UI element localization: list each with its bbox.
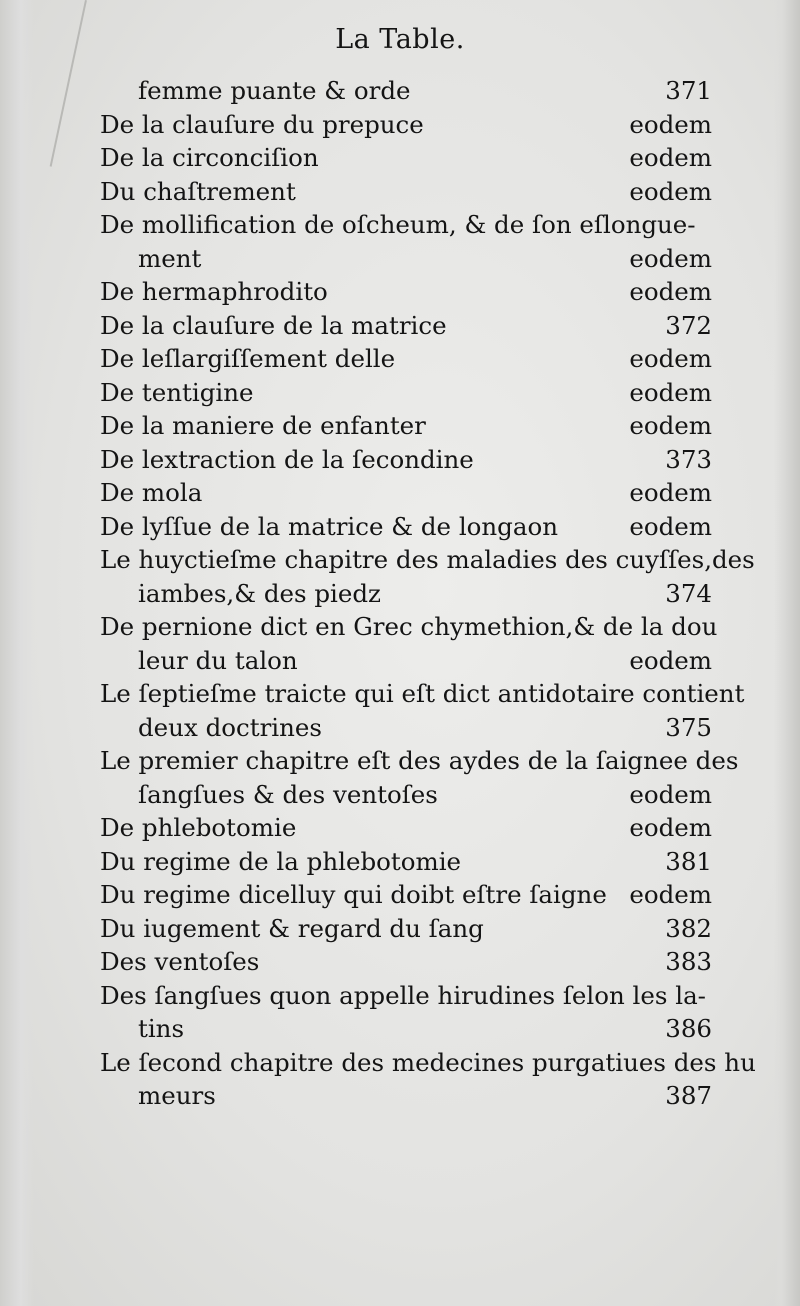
toc-entry-title: De la maniere de enfanter [100,411,426,440]
toc-entry [100,208,712,242]
toc-entry [100,577,712,611]
toc-entry-page: eodem [629,813,712,842]
toc-entry [100,175,712,209]
toc-entry-page: 382 [665,913,712,943]
toc-entry-title: Des ventoſes [100,947,260,976]
toc-entry [100,878,712,912]
toc-entry [100,1079,712,1113]
toc-entry-title: Le premier chapitre eſt des aydes de la ſaignee des [100,746,739,775]
toc-entry-page: eodem [629,109,712,139]
toc-entry-title: Le ſeptieſme traicte qui eſt dict antidotaire contient [100,679,745,708]
toc-entry [100,778,712,812]
toc-entry-title: De lyſſue de la matrice & de longaon [100,511,558,541]
toc-entry-page: eodem [629,645,712,675]
toc-entry-title: Le huyctieſme chapitre des maladies des cuyſſes,des [100,545,755,574]
toc-entry [100,108,712,142]
toc-entry [100,845,712,879]
toc-entry-title: deux doctrines [138,712,322,742]
toc-entry-title: De pernione dict en Grec chymethion,& de la dou [100,612,718,641]
toc-entry-title: ſangſues & des ventoſes [138,779,438,809]
table-of-contents [100,74,756,1113]
toc-entry [100,275,712,309]
toc-entry-page: 381 [665,846,712,876]
toc-entry-page: eodem [629,779,712,809]
toc-entry-page: eodem [629,277,712,306]
toc-entry [100,242,712,276]
toc-entry [100,510,712,544]
toc-entry-title: De la circonciſion [100,143,319,172]
page-left-shadow [0,0,34,1306]
toc-entry [100,644,712,678]
toc-entry [100,141,712,175]
toc-entry [100,1046,756,1080]
toc-entry [100,610,718,644]
toc-entry-title: Du regime dicelluy qui doibt eſtre ſaigne [100,880,607,909]
toc-entry-page: 374 [665,578,712,608]
toc-entry-page: eodem [629,478,712,507]
page-right-shadow [774,0,800,1306]
toc-entry-page: 372 [665,310,712,340]
toc-entry [100,443,712,477]
toc-entry-page: eodem [629,377,712,407]
toc-entry-title: De hermaphrodito [100,277,328,306]
toc-entry-title: leur du talon [138,645,298,675]
toc-entry-page: eodem [629,243,712,273]
toc-entry-title: De tentigine [100,377,254,407]
toc-entry-title: femme puante & orde [138,76,411,105]
toc-entry-title: Du chaſtrement [100,176,296,206]
toc-entry-page: eodem [629,880,712,909]
toc-entry-page: 373 [665,444,712,474]
toc-entry [100,1012,712,1046]
toc-entry-title: meurs [138,1081,216,1110]
toc-entry-page: 387 [665,1081,712,1110]
toc-entry-page: 386 [665,1014,712,1043]
toc-entry-page: eodem [629,511,712,541]
toc-entry-title: De lextraction de la ſecondine [100,444,474,474]
toc-entry-page: 375 [665,712,712,742]
toc-entry [100,945,712,979]
toc-entry-title: De mola [100,478,203,507]
toc-entry-title: ment [138,243,202,273]
toc-entry [100,711,712,745]
toc-entry-page: 371 [665,76,712,105]
toc-entry [100,543,755,577]
toc-entry-title: tins [138,1014,185,1043]
toc-entry [100,912,712,946]
toc-entry [100,376,712,410]
toc-entry-page: eodem [629,143,712,172]
toc-entry-title: Le ſecond chapitre des medecines purgatiues des hu [100,1047,756,1077]
toc-entry-page: eodem [629,411,712,440]
toc-entry-title: Du regime de la phlebotomie [100,846,462,876]
toc-entry [100,476,712,510]
toc-entry-page: 383 [665,947,712,976]
toc-entry-page: eodem [629,176,712,206]
toc-entry-title: De la clauſure de la matrice [100,310,447,340]
toc-entry [100,979,712,1013]
toc-entry [100,677,745,711]
toc-entry [100,409,712,443]
running-head: La Table. [335,24,465,55]
toc-entry [100,744,739,778]
toc-entry [100,309,712,343]
toc-entry-title: De phlebotomie [100,813,297,842]
toc-entry [100,74,712,108]
toc-entry-title: Du iugement & regard du ſang [100,913,484,943]
toc-entry-page: eodem [629,344,712,373]
toc-entry-title: De mollification de oſcheum, & de ſon eſlongue- [100,210,696,239]
toc-entry [100,342,712,376]
toc-entry-title: Des ſangſues quon appelle hirudines ſelon les la- [100,980,706,1010]
toc-entry-title: iambes,& des piedz [138,578,381,608]
toc-entry-title: De leſlargiſſement delle [100,344,396,373]
toc-entry-title: De la clauſure du prepuce [100,109,424,139]
toc-entry [100,811,712,845]
